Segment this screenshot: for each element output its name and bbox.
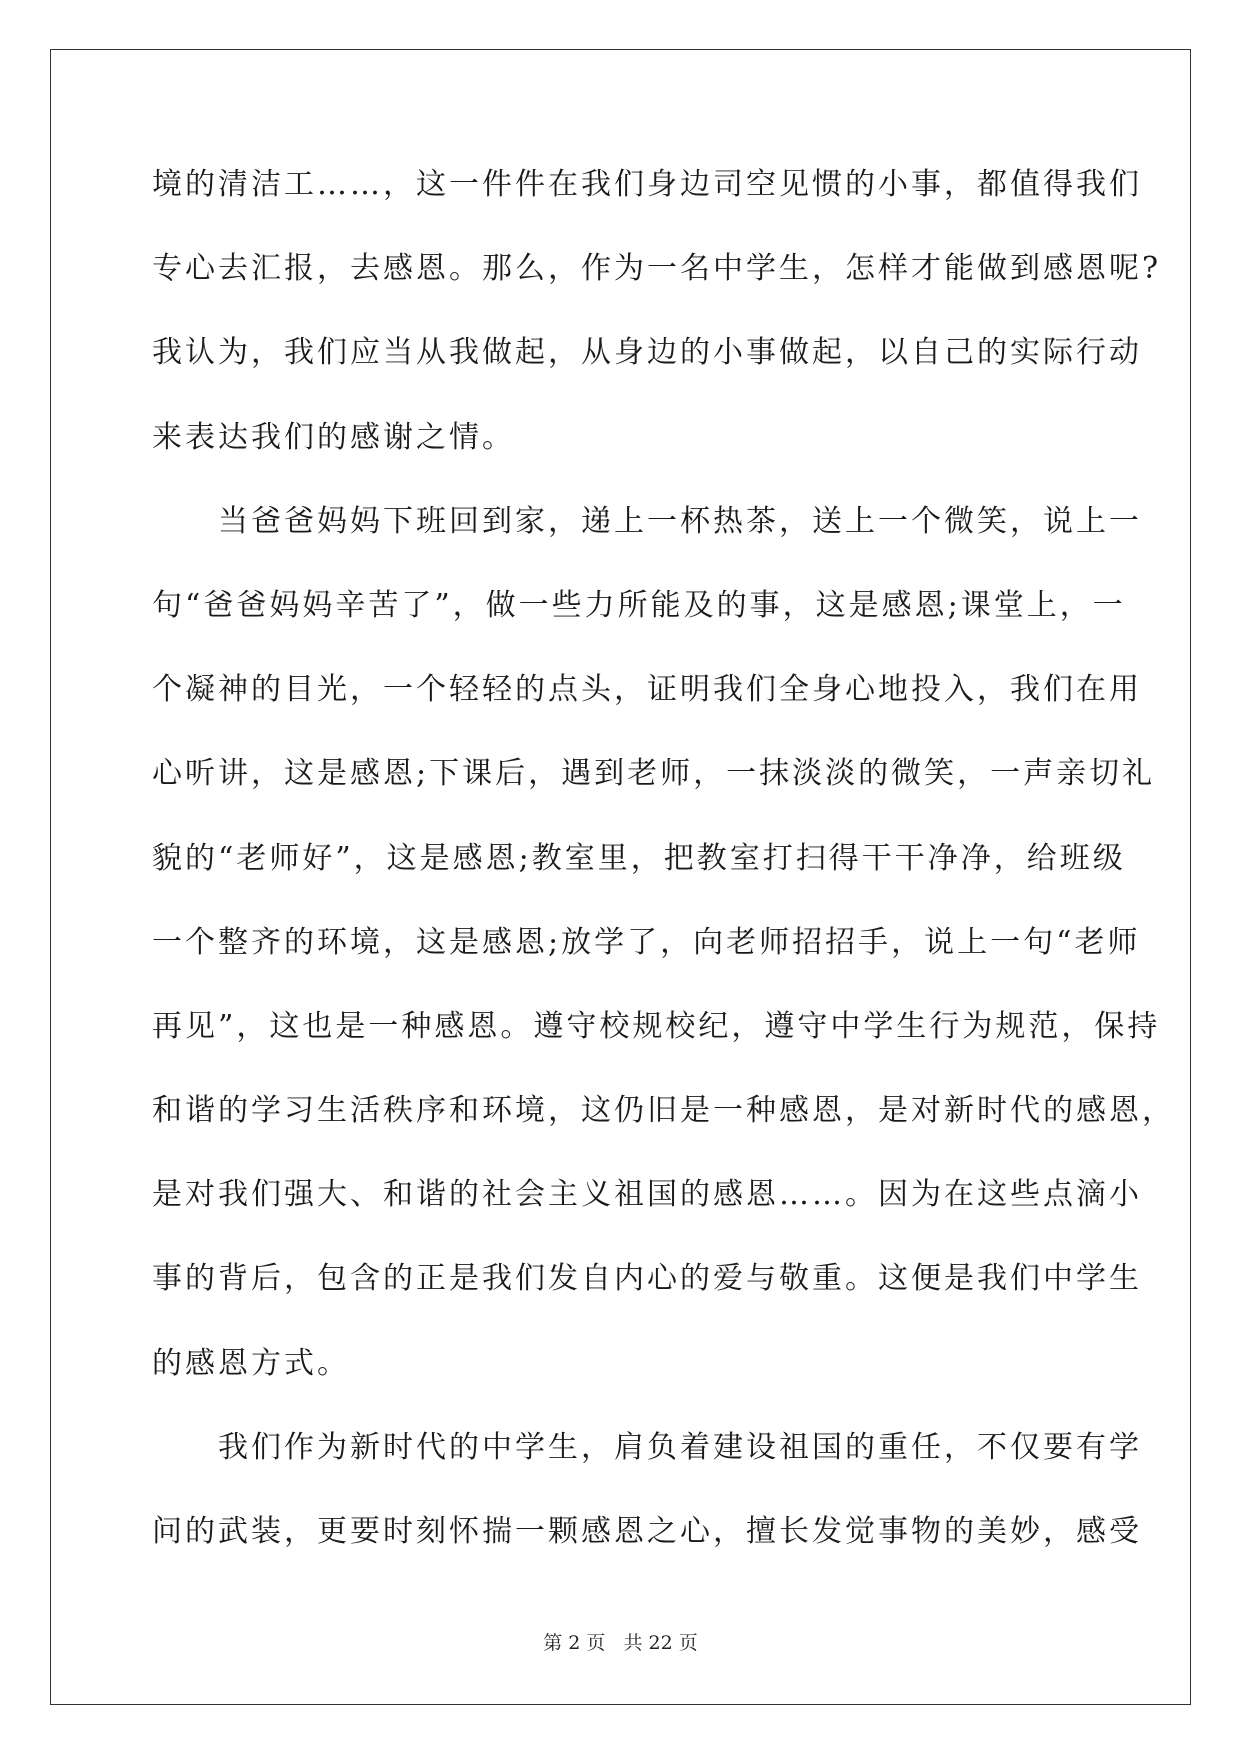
text-line: 当爸爸妈妈下班回到家，递上一杯热茶，送上一个微笑，说上一 [152,503,1142,539]
text-line: 境的清洁工……，这一件件在我们身边司空见惯的小事，都值得我们 [152,167,1142,202]
text-line: 问的武装，更要时刻怀揣一颗感恩之心，擅长发觉事物的美妙，感受 [152,1514,1142,1549]
text-line: 专心去汇报，去感恩。那么，作为一名中学生，怎样才能做到感恩呢? [152,251,1162,287]
text-line: 来表达我们的感谢之情。 [152,419,515,455]
text-line: 心听讲，这是感恩;下课后，遇到老师，一抹淡淡的微笑，一声亲切礼 [152,756,1156,792]
text-line: 再见”，这也是一种感恩。遵守校规校纪，遵守中学生行为规范，保持 [152,1008,1161,1044]
text-line: 个凝神的目光，一个轻轻的点头，证明我们全身心地投入，我们在用 [152,672,1142,708]
document-body [152,160,1175,1591]
text-line: 貌的“老师好”，这是感恩;教室里，把教室打扫得干干净净，给班级 [152,840,1126,876]
text-line: 和谐的学习生活秩序和环境，这仍旧是一种感恩，是对新时代的感恩， [152,1093,1175,1129]
text-line: 我认为，我们应当从我做起，从身边的小事做起，以自己的实际行动 [152,335,1142,371]
text-line: 一个整齐的环境，这是感恩;放学了，向老师招招手，说上一句“老师 [152,924,1141,960]
page-number: 第 2 页 [543,1632,606,1654]
text-line: 的感恩方式。 [152,1345,350,1381]
page-footer [0,1628,1241,1655]
total-pages: 共 22 页 [623,1632,698,1654]
text-line: 事的背后，包含的正是我们发自内心的爱与敬重。这便是我们中学生 [152,1261,1142,1297]
text-line: 句“爸爸妈妈辛苦了”，做一些力所能及的事，这是感恩;课堂上，一 [152,587,1126,623]
text-line: 是对我们强大、和谐的社会主义祖国的感恩……。因为在这些点滴小 [152,1177,1142,1213]
text-line: 我们作为新时代的中学生，肩负着建设祖国的重任，不仅要有学 [152,1429,1142,1465]
